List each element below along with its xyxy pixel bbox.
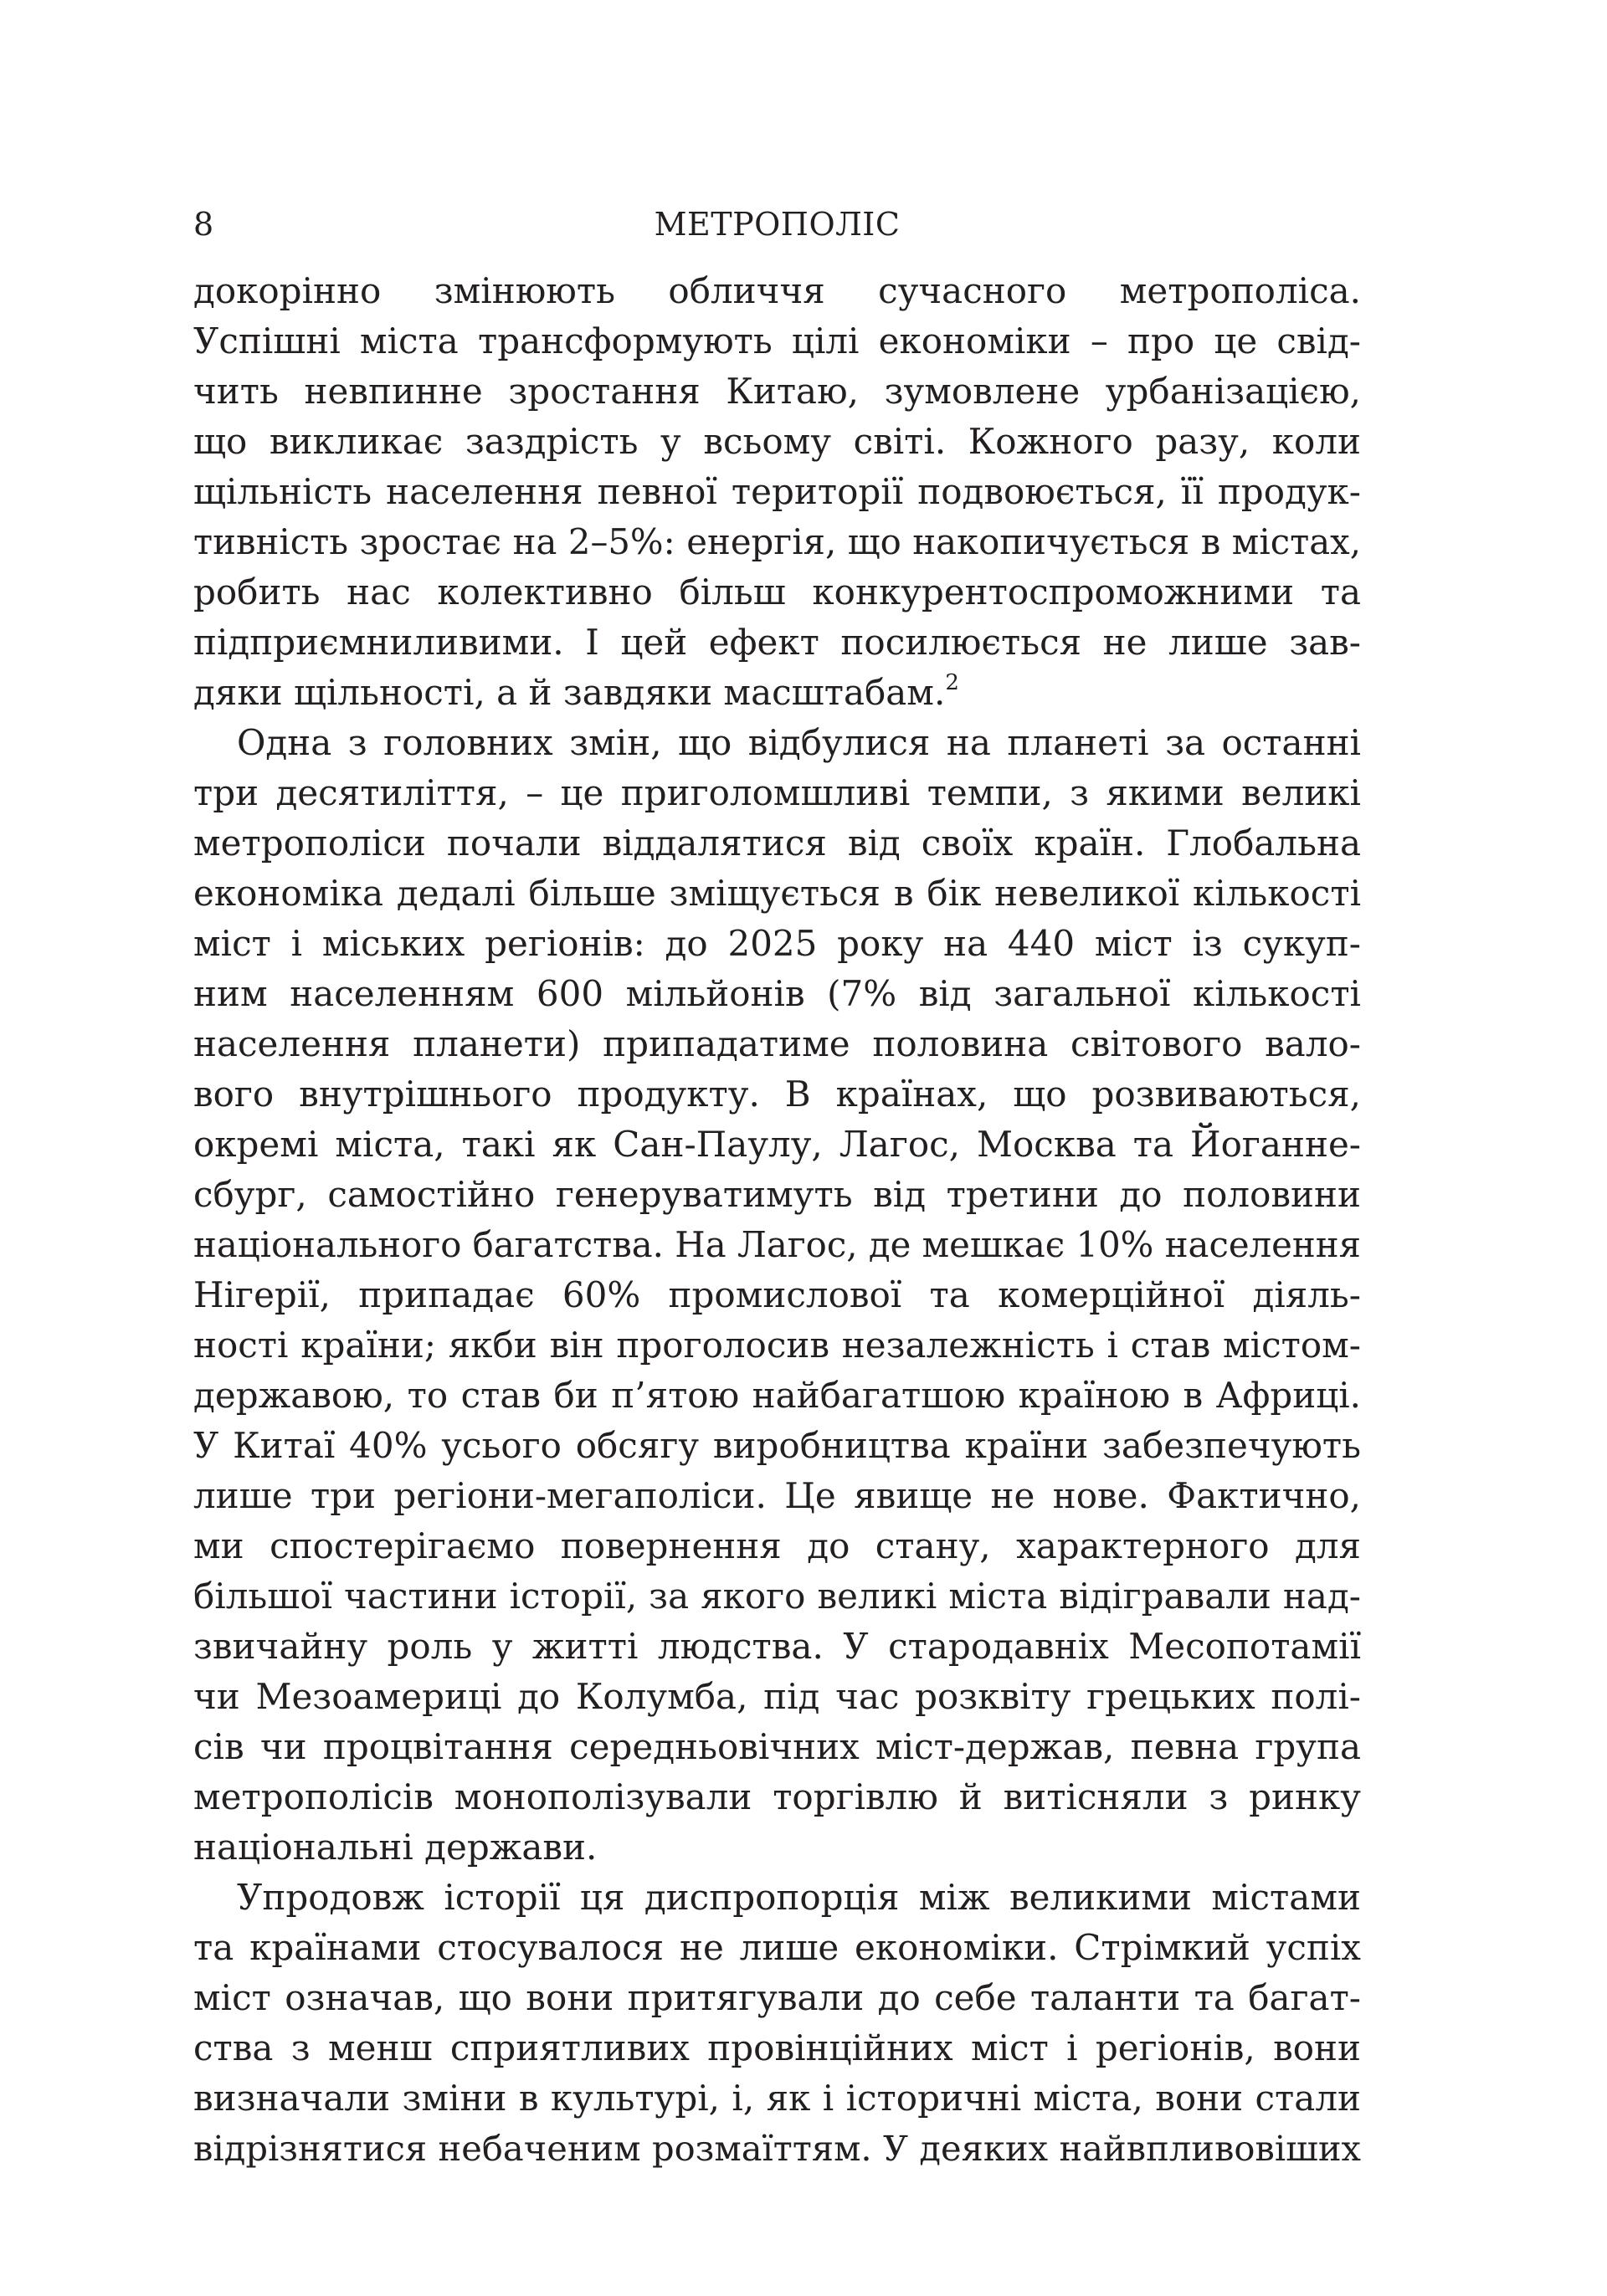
text-line	[193, 1120, 1361, 1170]
running-head	[193, 199, 1361, 249]
text-line	[193, 1421, 1361, 1471]
text-line	[193, 1371, 1361, 1421]
text-line	[193, 1571, 1361, 1622]
text-line	[193, 1069, 1361, 1120]
text-line-content: тивність зростає на 2–5%: енергія, що накопичується в містах,	[193, 521, 1361, 562]
text-line	[193, 1772, 1361, 1822]
text-line-content: докорінно змінюють обличчя сучасного метрополіса.	[193, 270, 1361, 311]
text-line-content: Успішні міста трансформують цілі економіки – про це свід-	[193, 320, 1361, 361]
text-line	[193, 1220, 1361, 1270]
text-line	[193, 919, 1361, 969]
text-line	[193, 467, 1361, 517]
text-line-content: ним населенням 600 мільйонів (7% від загальної кількості	[193, 973, 1361, 1014]
text-line	[193, 1822, 1361, 1873]
text-line-content: окремі міста, такі як Сан-Паулу, Лагос, Москва та Йоганне-	[193, 1124, 1361, 1165]
text-line-content: населення планети) припадатиме половина світового вало-	[193, 1023, 1361, 1064]
text-line	[193, 2073, 1361, 2124]
text-line	[193, 1270, 1361, 1320]
text-line-content: робить нас колективно більш конкурентоспроможними та	[193, 571, 1361, 612]
text-line	[193, 1521, 1361, 1571]
text-line-content: Одна з головних змін, що відбулися на планеті за останні	[237, 722, 1361, 763]
text-line	[193, 567, 1361, 618]
body-text	[193, 266, 1361, 2174]
text-line-content: що викликає заздрість у всьому світі. Кожного разу, коли	[193, 421, 1361, 462]
text-line	[193, 869, 1361, 919]
text-line-content: ності країни; якби він проголосив незалежність і став містом-	[193, 1325, 1361, 1366]
text-line	[193, 2124, 1361, 2174]
text-line	[193, 417, 1361, 467]
text-line-content: підприємниливими. І цей ефект посилюється не лише зав-	[193, 622, 1361, 663]
text-line	[193, 818, 1361, 869]
text-line-content: сів чи процвітання середньовічних міст-держав, певна група	[193, 1726, 1361, 1767]
text-line	[193, 768, 1361, 818]
text-line	[193, 618, 1361, 668]
text-line-content: більшої частини історії, за якого великі міста відігравали над-	[193, 1576, 1361, 1617]
text-line-content: національні держави.	[193, 1827, 598, 1868]
text-line-content: ми спостерігаємо повернення до стану, характерного для	[193, 1525, 1361, 1566]
text-line	[193, 1170, 1361, 1220]
text-line-content: та країнами стосувалося не лише економіки. Стрімкий успіх	[193, 1927, 1361, 1968]
text-line-content: економіка дедалі більше зміщується в бік невеликої кількості	[193, 873, 1361, 914]
text-line-content: сбург, самостійно генеруватимуть від третини до половини	[193, 1174, 1361, 1215]
text-line-content: У Китаї 40% усього обсягу виробництва країни забезпечують	[193, 1425, 1361, 1466]
text-line-content: міст і міських регіонів: до 2025 року на 440 міст із сукуп-	[193, 923, 1361, 964]
text-line-content: щільність населення певної території подвоюється, її продук-	[193, 471, 1361, 512]
text-line-content: чить невпинне зростання Китаю, зумовлене урбанізацією,	[193, 371, 1361, 412]
text-line	[193, 1672, 1361, 1722]
text-line-content: звичайну роль у житті людства. У стародавніх Месопотамії	[193, 1626, 1361, 1667]
text-line	[193, 1622, 1361, 1672]
text-line	[193, 1973, 1361, 2023]
footnote-marker: 2	[945, 670, 959, 695]
text-line-content: визначали зміни в культурі, і, як і історичні міста, вони стали	[193, 2078, 1361, 2119]
text-line	[193, 366, 1361, 417]
text-line	[193, 1320, 1361, 1371]
text-line	[193, 1019, 1361, 1069]
text-line-content: чи Мезоамериці до Колумба, під час розквіту грецьких полі-	[193, 1676, 1361, 1717]
text-line-content: три десятиліття, – це приголомшливі темпи, з якими великі	[193, 772, 1361, 813]
text-line	[193, 266, 1361, 316]
text-line	[193, 1722, 1361, 1772]
text-line-content: метрополісів монополізували торгівлю й витісняли з ринку	[193, 1776, 1361, 1817]
text-line	[193, 1923, 1361, 1973]
text-line	[193, 2023, 1361, 2073]
text-line	[193, 969, 1361, 1019]
book-title: МЕТРОПОЛІС	[654, 206, 901, 243]
text-line-content: вого внутрішнього продукту. В країнах, що розвиваються,	[193, 1074, 1361, 1115]
text-line-content: відрізнятися небаченим розмаїттям. У деяких найвпливовіших	[193, 2128, 1361, 2169]
text-line-content: національного багатства. На Лагос, де мешкає 10% населення	[193, 1224, 1361, 1265]
text-line-content: Упродовж історії ця диспропорція між великими містами	[237, 1877, 1361, 1918]
text-line-content: ства з менш сприятливих провінційних міст і регіонів, вони	[193, 2027, 1361, 2068]
text-line	[193, 1873, 1361, 1923]
text-line	[193, 668, 1361, 718]
text-line-content: міст означав, що вони притягували до себе таланти та багат-	[193, 1977, 1361, 2018]
text-line-content: метрополіси почали віддалятися від своїх країн. Глобальна	[193, 823, 1361, 864]
text-line-content: дяки щільності, а й завдяки масштабам.	[193, 672, 946, 713]
text-line	[193, 1471, 1361, 1521]
text-line-content: Нігерії, припадає 60% промислової та комерційної діяль-	[193, 1274, 1361, 1315]
text-line	[193, 517, 1361, 567]
page-number: 8	[193, 206, 214, 243]
text-line-content: державою, то став би п’ятою найбагатшою країною в Африці.	[193, 1375, 1361, 1416]
text-line	[193, 316, 1361, 366]
text-line	[193, 718, 1361, 768]
text-line-content: лише три регіони-мегаполіси. Це явище не нове. Фактично,	[193, 1475, 1361, 1516]
